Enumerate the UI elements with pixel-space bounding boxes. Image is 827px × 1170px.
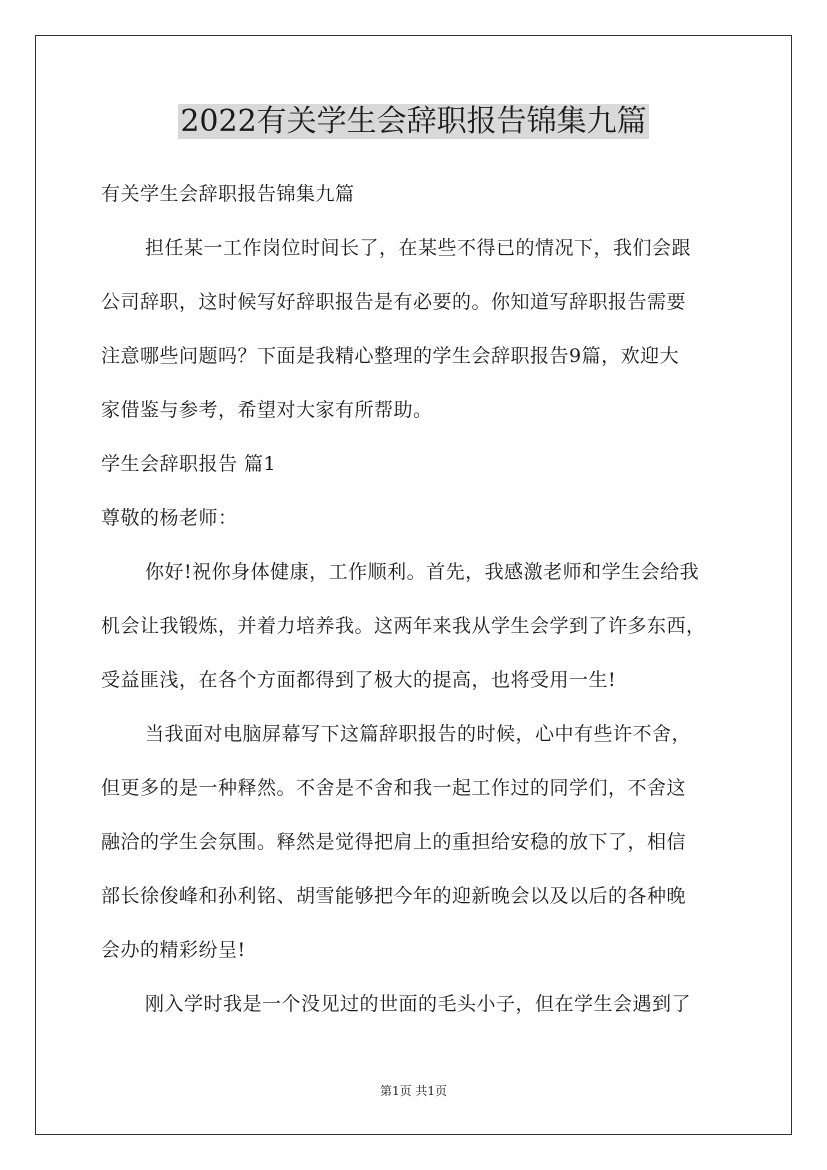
document-subtitle: 有关学生会辞职报告锦集九篇 — [101, 183, 355, 205]
paragraph1-line-3: 受益匪浅，在各个方面都得到了极大的提高，也将受用一生! — [101, 669, 617, 691]
intro-line-2: 公司辞职，这时候写好辞职报告是有必要的。你知道写辞职报告需要 — [101, 291, 687, 313]
paragraph2-line-4: 部长徐俊峰和孙利铭、胡雪能够把今年的迎新晚会以及以后的各种晚 — [101, 885, 687, 907]
paragraph2-line-1: 当我面对电脑屏幕写下这篇辞职报告的时候，心中有些许不舍， — [145, 723, 692, 745]
page-footer: 第1页 共1页 — [379, 1084, 448, 1098]
paragraph2-line-5: 会办的精彩纷呈! — [101, 939, 246, 961]
intro-line-4: 家借鉴与参考，希望对大家有所帮助。 — [101, 399, 433, 421]
intro-line-3: 注意哪些问题吗？下面是我精心整理的学生会辞职报告9篇，欢迎大 — [101, 345, 680, 367]
document-title — [0, 100, 827, 144]
intro-line-1: 担任某一工作岗位时间长了，在某些不得已的情况下，我们会跟 — [145, 237, 692, 259]
paragraph1-line-1: 你好!祝你身体健康，工作顺利。首先，我感激老师和学生会给我 — [145, 561, 700, 583]
document-title-text: 2022有关学生会辞职报告锦集九篇 — [180, 104, 647, 139]
paragraph2-line-3: 融洽的学生会氛围。释然是觉得把肩上的重担给安稳的放下了，相信 — [101, 831, 687, 853]
salutation: 尊敬的杨老师： — [101, 507, 238, 529]
paragraph1-line-2: 机会让我锻炼，并着力培养我。这两年来我从学生会学到了许多东西， — [101, 615, 706, 637]
section-heading: 学生会辞职报告 篇1 — [101, 453, 277, 475]
paragraph2-line-2: 但更多的是一种释然。不舍是不舍和我一起工作过的同学们，不舍这 — [101, 777, 687, 799]
paragraph3-line-1: 刚入学时我是一个没见过的世面的毛头小子，但在学生会遇到了 — [145, 993, 692, 1015]
